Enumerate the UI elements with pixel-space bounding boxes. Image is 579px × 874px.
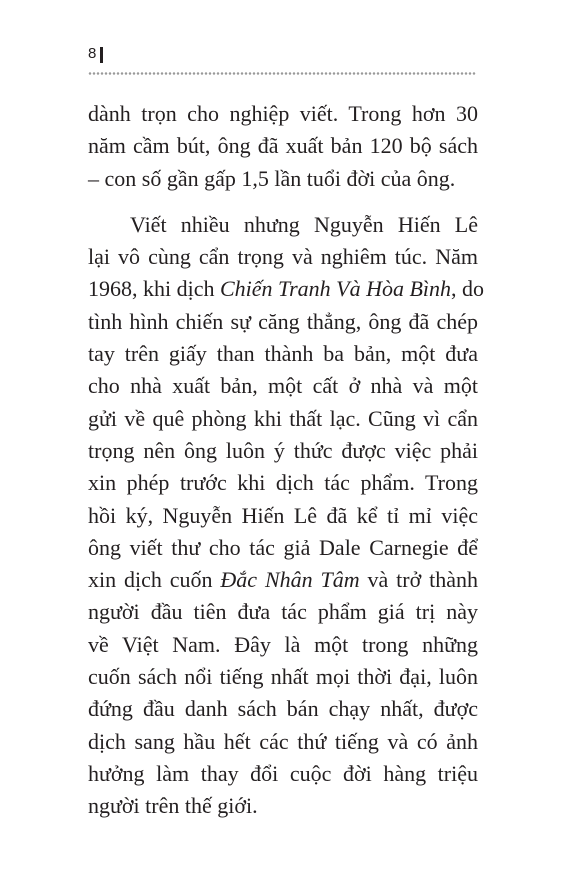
text-line xyxy=(88,564,478,596)
page-number: 8 xyxy=(88,45,97,62)
text-line: về Việt Nam. Đây là một trong những xyxy=(88,631,478,657)
text-line: tình hình chiến sự căng thẳng, ông đã chép xyxy=(88,308,478,334)
text-run: , do xyxy=(451,276,485,302)
text-line: người đầu tiên đưa tác phẩm giá trị này xyxy=(88,599,478,625)
text-line: tay trên giấy than thành ba bản, một đưa xyxy=(88,341,478,367)
text-line: năm cầm bút, ông đã xuất bản 120 bộ sách xyxy=(88,133,478,159)
page-number-bar xyxy=(100,47,103,63)
book-title-dac-nhan-tam: Đắc Nhân Tâm xyxy=(220,567,360,593)
dotted-divider xyxy=(88,71,476,76)
text-run: xin dịch cuốn xyxy=(88,567,221,593)
text-line: gửi về quê phòng khi thất lạc. Cũng vì cẩn xyxy=(88,405,478,431)
text-line xyxy=(88,273,485,305)
text-line: ông viết thư cho tác giả Dale Carnegie để xyxy=(88,534,478,560)
text-line: hồi ký, Nguyễn Hiến Lê đã kể tỉ mỉ việc xyxy=(88,502,478,528)
text-run: và trở thành xyxy=(359,567,478,593)
page-header xyxy=(88,44,476,80)
text-line: cho nhà xuất bản, một cất ở nhà và một xyxy=(88,373,478,399)
text-line: hưởng làm thay đổi cuộc đời hàng triệu xyxy=(88,760,478,786)
text-line: đứng đầu danh sách bán chạy nhất, được xyxy=(88,696,478,722)
text-line: cuốn sách nổi tiếng nhất mọi thời đại, luôn xyxy=(88,664,478,690)
text-line: Viết nhiều nhưng Nguyễn Hiến Lê xyxy=(130,211,478,237)
text-line: – con số gần gấp 1,5 lần tuổi đời của ông. xyxy=(88,165,456,191)
text-line: người trên thế giới. xyxy=(88,793,258,819)
paragraph-1 xyxy=(88,98,478,195)
text-line: trọng nên ông luôn ý thức được việc phải xyxy=(88,437,478,463)
paragraph-2 xyxy=(88,209,485,823)
text-line: xin phép trước khi dịch tác phẩm. Trong xyxy=(88,470,478,496)
text-line: lại vô cùng cẩn trọng và nghiêm túc. Năm xyxy=(88,244,478,270)
text-run: 1968, khi dịch xyxy=(88,276,220,302)
book-title-war-and-peace: Chiến Tranh Và Hòa Bình xyxy=(220,276,452,302)
body-text xyxy=(88,98,485,823)
text-line: dịch sang hầu hết các thứ tiếng và có ảnh xyxy=(88,728,478,754)
text-line: dành trọn cho nghiệp viết. Trong hơn 30 xyxy=(88,101,478,126)
